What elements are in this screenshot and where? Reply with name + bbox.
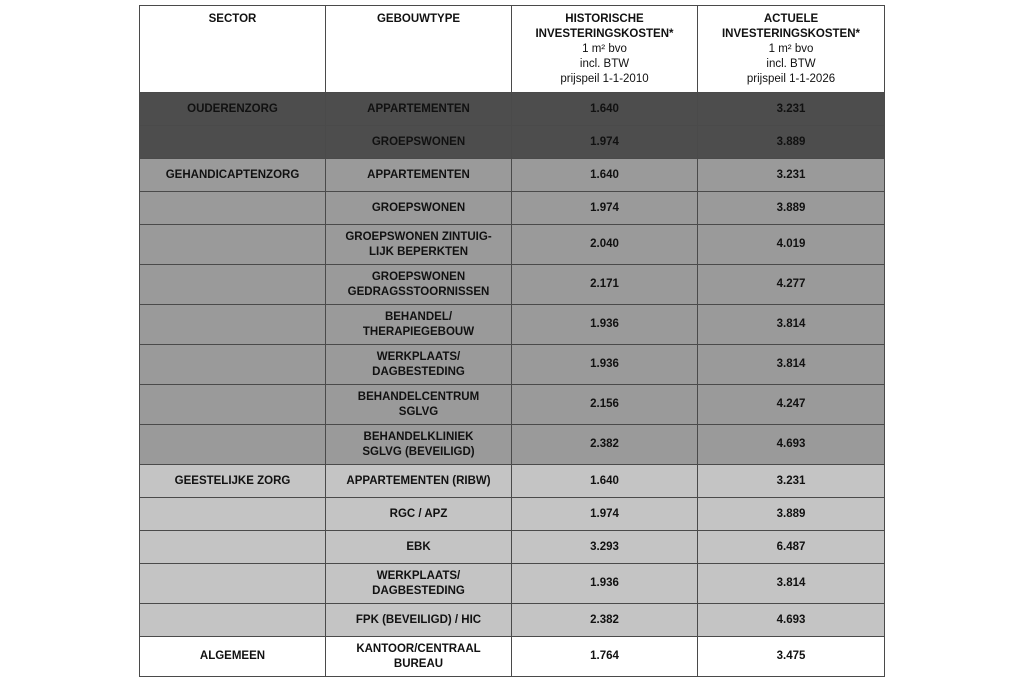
building-type-line: WERKPLAATS/ [376, 350, 461, 363]
current-cost-cell: 4.277 [698, 265, 885, 305]
building-type-line: GROEPSWONEN [371, 201, 466, 214]
current-cost-cell: 3.814 [698, 305, 885, 345]
sector-cell [140, 498, 326, 531]
historic-cost-cell: 1.936 [512, 305, 698, 345]
building-type-line: GROEPSWONEN ZINTUIG- [345, 230, 492, 243]
historic-cost-cell: 1.640 [512, 159, 698, 192]
building-type-cell [326, 126, 512, 159]
current-cost-cell: 3.814 [698, 345, 885, 385]
building-type-line: APPARTEMENTEN [367, 168, 470, 181]
header-row [140, 6, 885, 93]
building-type-line: FPK (BEVEILIGD) / HIC [355, 613, 482, 626]
building-type-cell [326, 604, 512, 637]
table-row [140, 159, 885, 192]
historic-cost-cell: 1.974 [512, 126, 698, 159]
building-type-line: DAGBESTEDING [372, 365, 465, 378]
sector-cell: GEESTELIJKE ZORG [140, 465, 326, 498]
building-type-cell [326, 345, 512, 385]
current-cost-cell: 3.889 [698, 192, 885, 225]
historic-cost-cell: 1.974 [512, 498, 698, 531]
investment-costs-table [139, 5, 885, 677]
building-type-line: SGLVG [398, 405, 439, 418]
sector-cell [140, 225, 326, 265]
header-historic-costs: HISTORISCHE INVESTERINGSKOSTEN* 1 m² bvo incl. BTW prijspeil 1-1-2010 [512, 6, 698, 93]
table-row [140, 192, 885, 225]
table-row [140, 126, 885, 159]
table-row [140, 564, 885, 604]
header-sector: SECTOR [140, 6, 326, 93]
building-type-line: BUREAU [393, 657, 444, 670]
building-type-cell [326, 498, 512, 531]
table-row [140, 345, 885, 385]
current-cost-cell: 3.889 [698, 498, 885, 531]
building-type-cell [326, 531, 512, 564]
table-row [140, 385, 885, 425]
building-type-cell [326, 564, 512, 604]
current-cost-cell: 3.231 [698, 159, 885, 192]
current-cost-cell: 3.475 [698, 637, 885, 677]
table-row [140, 465, 885, 498]
building-type-line: LIJK BEPERKTEN [368, 245, 469, 258]
building-type-cell [326, 465, 512, 498]
building-type-line: GROEPSWONEN [371, 270, 466, 283]
table-body [140, 93, 885, 677]
building-type-line: APPARTEMENTEN [367, 102, 470, 115]
current-cost-cell: 4.019 [698, 225, 885, 265]
historic-cost-cell: 2.171 [512, 265, 698, 305]
current-cost-cell: 6.487 [698, 531, 885, 564]
historic-cost-cell: 2.156 [512, 385, 698, 425]
table-row [140, 265, 885, 305]
building-type-cell [326, 93, 512, 126]
table-row [140, 498, 885, 531]
historic-cost-cell: 2.040 [512, 225, 698, 265]
historic-cost-cell: 1.936 [512, 564, 698, 604]
current-cost-cell: 3.889 [698, 126, 885, 159]
table-row [140, 225, 885, 265]
current-cost-cell: 4.693 [698, 604, 885, 637]
historic-cost-cell: 1.640 [512, 93, 698, 126]
building-type-cell [326, 192, 512, 225]
sector-cell [140, 192, 326, 225]
header-building-type: GEBOUWTYPE [326, 6, 512, 93]
sector-cell: OUDERENZORG [140, 93, 326, 126]
building-type-line: BEHANDELCENTRUM [357, 390, 480, 403]
building-type-cell [326, 385, 512, 425]
historic-cost-cell: 2.382 [512, 425, 698, 465]
header-current-costs: ACTUELE INVESTERINGSKOSTEN* 1 m² bvo incl. BTW prijspeil 1-1-2026 [698, 6, 885, 93]
building-type-line: BEHANDEL/ [384, 310, 453, 323]
table-row [140, 93, 885, 126]
table-row [140, 305, 885, 345]
building-type-line: GEDRAGSSTOORNISSEN [347, 285, 490, 298]
historic-cost-cell: 1.974 [512, 192, 698, 225]
building-type-cell [326, 265, 512, 305]
building-type-line: EBK [406, 540, 431, 553]
current-cost-cell: 3.814 [698, 564, 885, 604]
current-cost-cell: 4.247 [698, 385, 885, 425]
current-cost-cell: 4.693 [698, 425, 885, 465]
table-row [140, 531, 885, 564]
historic-cost-cell: 1.764 [512, 637, 698, 677]
building-type-line: SGLVG (BEVEILIGD) [362, 445, 475, 458]
table-row [140, 637, 885, 677]
sector-cell [140, 126, 326, 159]
building-type-cell [326, 425, 512, 465]
historic-cost-cell: 3.293 [512, 531, 698, 564]
building-type-line: WERKPLAATS/ [376, 569, 461, 582]
building-type-cell [326, 637, 512, 677]
historic-cost-cell: 2.382 [512, 604, 698, 637]
sector-cell [140, 265, 326, 305]
sector-cell: GEHANDICAPTENZORG [140, 159, 326, 192]
building-type-line: RGC / APZ [389, 507, 448, 520]
historic-cost-cell: 1.936 [512, 345, 698, 385]
current-cost-cell: 3.231 [698, 465, 885, 498]
sector-cell [140, 425, 326, 465]
building-type-line: KANTOOR/CENTRAAL [356, 642, 481, 655]
current-cost-cell: 3.231 [698, 93, 885, 126]
building-type-cell [326, 305, 512, 345]
sector-cell [140, 345, 326, 385]
sector-cell [140, 531, 326, 564]
building-type-line: DAGBESTEDING [372, 584, 465, 597]
building-type-line: GROEPSWONEN [371, 135, 466, 148]
table-row [140, 425, 885, 465]
building-type-line: APPARTEMENTEN (RIBW) [346, 474, 491, 487]
sector-cell [140, 564, 326, 604]
sector-cell [140, 305, 326, 345]
building-type-line: THERAPIEGEBOUW [362, 325, 475, 338]
table-row [140, 604, 885, 637]
building-type-cell [326, 159, 512, 192]
sector-cell [140, 385, 326, 425]
sector-cell [140, 604, 326, 637]
historic-cost-cell: 1.640 [512, 465, 698, 498]
building-type-line: BEHANDELKLINIEK [363, 430, 474, 443]
building-type-cell [326, 225, 512, 265]
sector-cell: ALGEMEEN [140, 637, 326, 677]
